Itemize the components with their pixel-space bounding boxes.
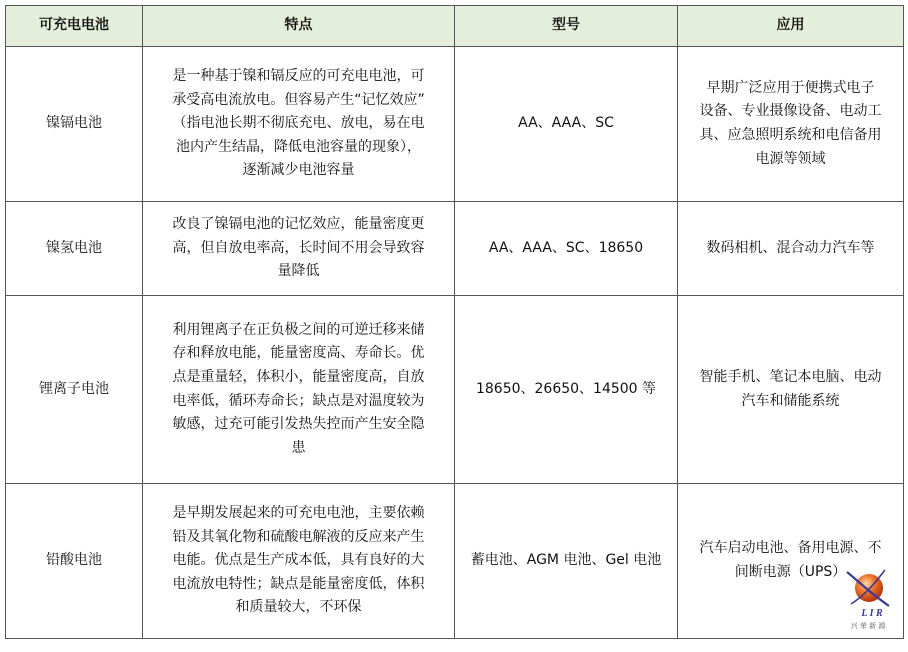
feature-line: （指电池长期不彻底充电、放电，易在电: [172, 115, 425, 132]
header-battery: 可充电电池: [6, 6, 143, 47]
application-line: 早期广泛应用于便携式电子: [706, 79, 875, 96]
battery-models: 18650、26650、14500 等: [455, 296, 678, 484]
application-line: 汽车和储能系统: [741, 392, 840, 409]
battery-name: 镍氢电池: [6, 202, 143, 296]
application-line: 电源等领域: [755, 150, 826, 167]
feature-line: 量降低: [277, 263, 320, 280]
battery-models: AA、AAA、SC: [455, 47, 678, 202]
company-logo-icon: [839, 562, 897, 634]
table-row: [6, 296, 904, 484]
battery-name: 镍镉电池: [6, 47, 143, 202]
application-line: 汽车启动电池、备用电源、不: [699, 540, 882, 557]
feature-line: 点是重量轻，体积小，能量密度高，自放: [172, 368, 425, 385]
battery-name: 铅酸电池: [6, 484, 143, 639]
feature-line: 逐渐减少电池容量: [242, 162, 355, 179]
battery-features: [143, 202, 455, 296]
battery-comparison-table: [5, 5, 904, 639]
table-row: [6, 484, 904, 639]
feature-line: 利用锂离子在正负极之间的可逆迁移来储: [172, 321, 425, 338]
battery-applications: [678, 47, 904, 202]
battery-applications: [678, 202, 904, 296]
battery-name: 锂离子电池: [6, 296, 143, 484]
battery-applications: [678, 296, 904, 484]
header-models: 型号: [455, 6, 678, 47]
feature-line: 改良了镍镉电池的记忆效应，能量密度更: [172, 216, 425, 233]
battery-models: 蓄电池、AGM 电池、Gel 电池: [455, 484, 678, 639]
application-line: 数码相机、混合动力汽车等: [706, 239, 875, 256]
feature-line: 电流放电特性；缺点是能量密度低，体积: [172, 575, 425, 592]
battery-models: AA、AAA、SC、18650: [455, 202, 678, 296]
battery-features: [143, 484, 455, 639]
table-row: [6, 47, 904, 202]
feature-line: 和质量较大，不环保: [235, 599, 362, 616]
table-header-row: [6, 6, 904, 47]
feature-line: 敏感，过充可能引发热失控而产生安全隐: [172, 416, 425, 433]
feature-line: 承受高电流放电。但容易产生“记忆效应”: [172, 91, 425, 108]
battery-features: [143, 47, 455, 202]
feature-line: 患: [291, 439, 306, 456]
application-line: 具、应急照明系统和电信备用: [699, 127, 882, 143]
application-line: 智能手机、笔记本电脑、电动: [699, 368, 882, 385]
table-row: [6, 202, 904, 296]
header-features: 特点: [143, 6, 455, 47]
feature-line: 电能。优点是生产成本低，具有良好的大: [172, 552, 425, 569]
battery-applications: [678, 484, 904, 639]
application-line: 设备、专业摄像设备、电动工: [699, 103, 882, 120]
application-line: 间断电源（UPS）: [734, 564, 847, 580]
feature-line: 存和释放电能，能量密度高、寿命长。优: [172, 345, 425, 362]
feature-line: 池内产生结晶，降低电池容量的现象），: [176, 138, 421, 155]
logo-subtitle: 兴 荣 新 源: [850, 622, 886, 630]
feature-line: 是早期发展起来的可充电电池，主要依赖: [172, 505, 425, 522]
battery-features: [143, 296, 455, 484]
feature-line: 高，但自放电率高，长时间不用会导致容: [172, 239, 425, 256]
logo-letters: L I R: [861, 608, 883, 619]
header-applications: 应用: [678, 6, 904, 47]
feature-line: 是一种基于镍和镉反应的可充电电池，可: [172, 68, 425, 85]
feature-line: 电率低，循环寿命长；缺点是对温度较为: [172, 392, 425, 409]
feature-line: 铅及其氧化物和硫酸电解液的反应来产生: [172, 528, 425, 545]
